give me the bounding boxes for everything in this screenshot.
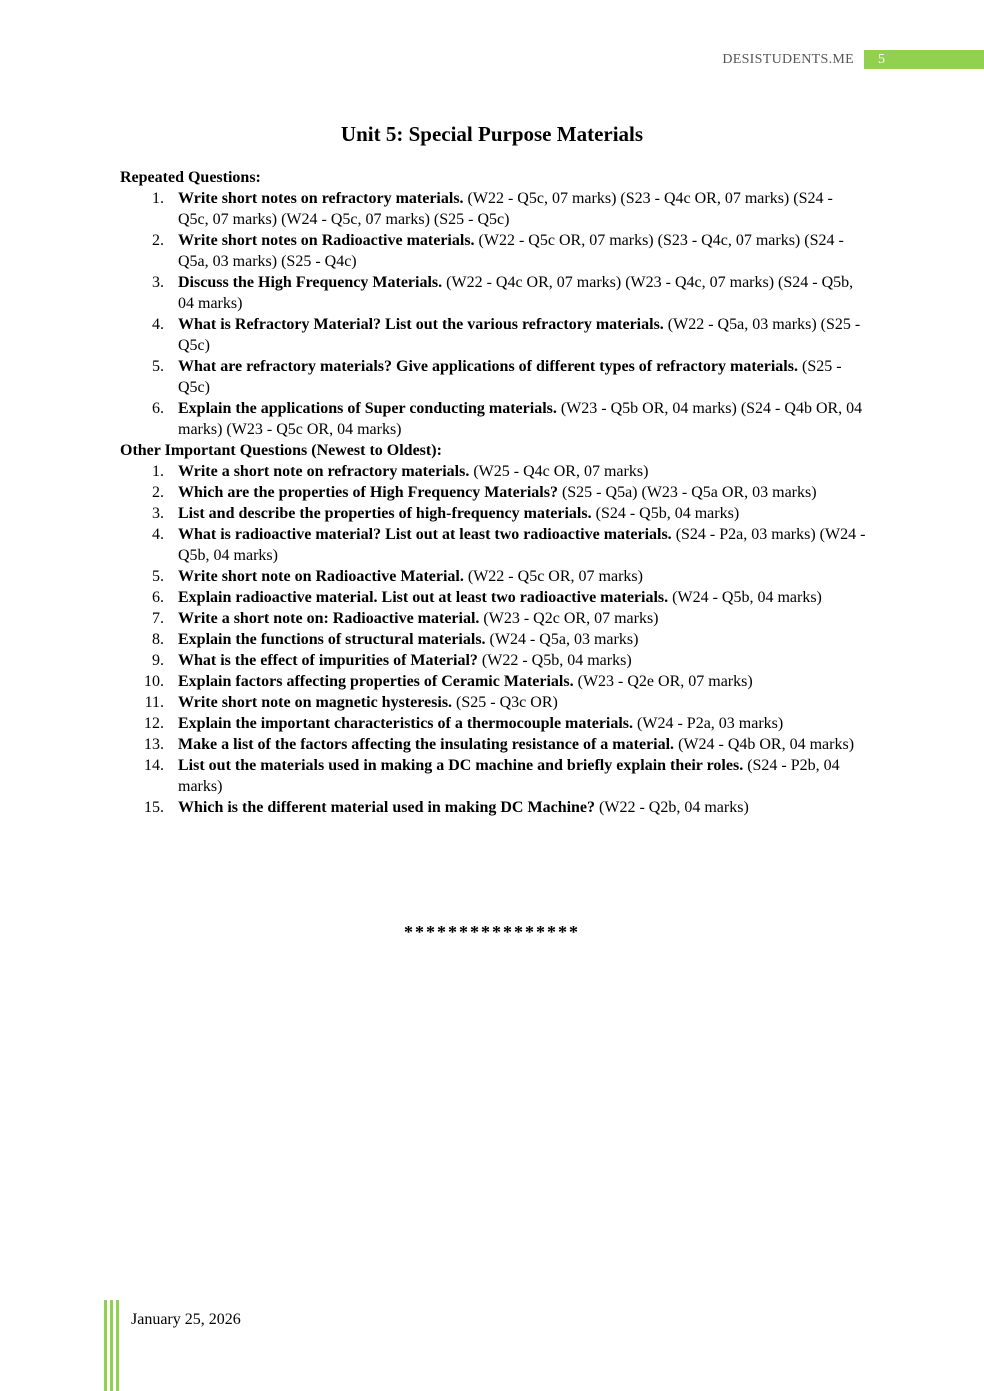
question-text: Make a list of the factors affecting the insulating resistance of a material. bbox=[178, 736, 675, 753]
other-questions-list bbox=[120, 461, 866, 818]
header-site-name: DESISTUDENTS.ME bbox=[722, 52, 854, 67]
question-number: 6. bbox=[152, 400, 164, 417]
question-text: Which are the properties of High Frequency Materials? bbox=[178, 484, 558, 501]
question-text: Write short notes on refractory materials. bbox=[178, 190, 464, 207]
question-refs: (S24 - P2a, 03 marks) (W24 - Q5b, 04 marks) bbox=[178, 526, 866, 564]
question-text: Write short note on Radioactive Material. bbox=[178, 568, 464, 585]
question-refs: (W24 - Q4b OR, 04 marks) bbox=[674, 736, 855, 753]
question-number: 1. bbox=[152, 190, 164, 207]
question-text: Explain the important characteristics of a thermocouple materials. bbox=[178, 715, 634, 732]
question-refs: (W22 - Q4c OR, 07 marks) (W23 - Q4c, 07 marks) (S24 - Q5b, 04 marks) bbox=[178, 274, 854, 312]
question-item bbox=[120, 629, 866, 650]
question-item bbox=[120, 671, 866, 692]
question-item bbox=[120, 482, 866, 503]
question-number: 7. bbox=[152, 610, 164, 627]
question-item bbox=[120, 566, 866, 587]
question-item bbox=[120, 230, 866, 272]
question-refs: (W22 - Q5c OR, 07 marks) bbox=[463, 568, 643, 585]
question-refs: (S24 - P2b, 04 marks) bbox=[178, 757, 840, 795]
question-item bbox=[120, 713, 866, 734]
question-refs: (W23 - Q2e OR, 07 marks) bbox=[573, 673, 753, 690]
question-number: 9. bbox=[152, 652, 164, 669]
question-text: Write short notes on Radioactive materials. bbox=[178, 232, 475, 249]
question-text: What is the effect of impurities of Material? bbox=[178, 652, 478, 669]
question-item bbox=[120, 692, 866, 713]
question-item bbox=[120, 587, 866, 608]
question-item bbox=[120, 797, 866, 818]
question-number: 3. bbox=[152, 505, 164, 522]
question-text: Discuss the High Frequency Materials. bbox=[178, 274, 443, 291]
page-number: 5 bbox=[878, 52, 885, 67]
questions-content bbox=[120, 167, 866, 818]
question-number: 6. bbox=[152, 589, 164, 606]
question-number: 2. bbox=[152, 232, 164, 249]
question-item bbox=[120, 734, 866, 755]
question-number: 11. bbox=[144, 694, 164, 711]
question-text: Explain factors affecting properties of Ceramic Materials. bbox=[178, 673, 574, 690]
question-refs: (W22 - Q5c, 07 marks) (S23 - Q4c OR, 07 marks) (S24 - Q5c, 07 marks) (W24 - Q5c, 07 marks) (S25 - Q5c) bbox=[178, 190, 833, 228]
question-number: 14. bbox=[144, 757, 164, 774]
question-text: Write short note on magnetic hysteresis. bbox=[178, 694, 453, 711]
question-item bbox=[120, 356, 866, 398]
question-refs: (W24 - Q5b, 04 marks) bbox=[668, 589, 822, 606]
end-separator: **************** bbox=[404, 922, 580, 942]
question-refs: (W24 - Q5a, 03 marks) bbox=[485, 631, 639, 648]
question-text: Which is the different material used in making DC Machine? bbox=[178, 799, 596, 816]
question-number: 2. bbox=[152, 484, 164, 501]
question-refs: (W22 - Q5b, 04 marks) bbox=[477, 652, 632, 669]
question-number: 5. bbox=[152, 358, 164, 375]
question-number: 15. bbox=[144, 799, 164, 816]
question-number: 3. bbox=[152, 274, 164, 291]
question-refs: (S25 - Q5a) (W23 - Q5a OR, 03 marks) bbox=[557, 484, 817, 501]
question-number: 10. bbox=[144, 673, 164, 690]
question-text: List and describe the properties of high-frequency materials. bbox=[178, 505, 592, 522]
question-text: Explain the functions of structural materials. bbox=[178, 631, 486, 648]
question-number: 4. bbox=[152, 316, 164, 333]
question-item bbox=[120, 272, 866, 314]
footer-date: January 25, 2026 bbox=[131, 1311, 241, 1328]
question-number: 1. bbox=[152, 463, 164, 480]
question-refs: (W23 - Q2c OR, 07 marks) bbox=[479, 610, 659, 627]
question-item bbox=[120, 314, 866, 356]
question-text: List out the materials used in making a DC machine and briefly explain their roles. bbox=[178, 757, 744, 774]
question-refs: (S24 - Q5b, 04 marks) bbox=[591, 505, 740, 522]
question-text: What is radioactive material? List out at least two radioactive materials. bbox=[178, 526, 672, 543]
question-number: 8. bbox=[152, 631, 164, 648]
question-refs: (W25 - Q4c OR, 07 marks) bbox=[469, 463, 649, 480]
question-number: 13. bbox=[144, 736, 164, 753]
question-number: 5. bbox=[152, 568, 164, 585]
question-refs: (W22 - Q2b, 04 marks) bbox=[595, 799, 749, 816]
question-text: Explain the applications of Super conducting materials. bbox=[178, 400, 557, 417]
question-refs: (S25 - Q5c) bbox=[178, 358, 842, 396]
question-refs: (W22 - Q5c OR, 07 marks) (S23 - Q4c, 07 marks) (S24 - Q5a, 03 marks) (S25 - Q4c) bbox=[178, 232, 844, 270]
question-refs: (W23 - Q5b OR, 04 marks) (S24 - Q4b OR, 04 marks) (W23 - Q5c OR, 04 marks) bbox=[178, 400, 863, 438]
question-number: 4. bbox=[152, 526, 164, 543]
question-text: Write a short note on refractory materials. bbox=[178, 463, 470, 480]
question-text: Write a short note on: Radioactive material. bbox=[178, 610, 480, 627]
page-title: Unit 5: Special Purpose Materials bbox=[340, 122, 644, 146]
question-number: 12. bbox=[144, 715, 164, 732]
question-item bbox=[120, 188, 866, 230]
question-item bbox=[120, 398, 866, 440]
question-item bbox=[120, 608, 866, 629]
question-item bbox=[120, 461, 866, 482]
footer-accent-bars bbox=[104, 1300, 120, 1391]
question-item bbox=[120, 524, 866, 566]
question-text: What are refractory materials? Give applications of different types of refractory materials. bbox=[178, 358, 798, 375]
question-item bbox=[120, 650, 866, 671]
question-refs: (S25 - Q3c OR) bbox=[452, 694, 558, 711]
question-text: Explain radioactive material. List out at least two radioactive materials. bbox=[178, 589, 669, 606]
page-number-box bbox=[864, 50, 984, 69]
question-item bbox=[120, 755, 866, 797]
question-refs: (W22 - Q5a, 03 marks) (S25 - Q5c) bbox=[178, 316, 861, 354]
question-text: What is Refractory Material? List out the various refractory materials. bbox=[178, 316, 664, 333]
repeated-questions-list bbox=[120, 188, 866, 440]
question-item bbox=[120, 503, 866, 524]
question-refs: (W24 - P2a, 03 marks) bbox=[633, 715, 784, 732]
repeated-questions-heading: Repeated Questions: bbox=[120, 169, 261, 186]
other-questions-heading: Other Important Questions (Newest to Oldest): bbox=[120, 442, 442, 459]
